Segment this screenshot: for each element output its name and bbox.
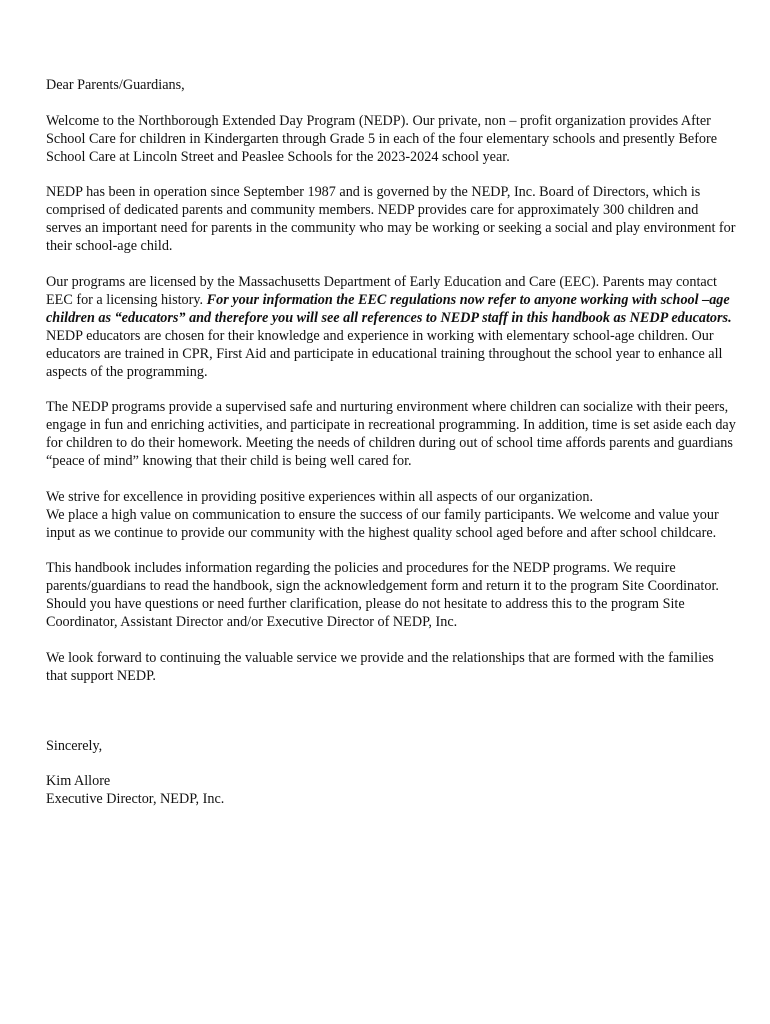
- paragraph-handbook: This handbook includes information regarding the policies and procedures for the NEDP programs. We require parents/guardians to read the handbook, sign the acknowledgement form and return it to the program Site Coordinator. Should you have questions or need further clarification, please do not hesitate to address this to the program Site Coordinator, Assistant Director and/or Executive Director of NEDP, Inc.: [46, 560, 719, 630]
- salutation: Dear Parents/Guardians,: [46, 77, 185, 93]
- paragraph-excellence: [46, 488, 736, 542]
- paragraph-environment: The NEDP programs provide a supervised safe and nurturing environment where children can socialize with their peers, engage in fun and enriching activities, and participate in recreational programming. In addition, time is set aside each day for children to do their homework. Meeting the needs of children during out of school time affords parents and guardians “peace of mind” knowing that their child is being well cared for.: [46, 399, 736, 469]
- excellence-line: We strive for excellence in providing positive experiences within all aspects of our organization.: [46, 488, 594, 505]
- paragraph-history: NEDP has been in operation since September 1987 and is governed by the NEDP, Inc. Board of Directors, which is comprised of dedicated parents and community members. NEDP provides care for approximately 300 children and serves an important need for parents in the community who may be working or seeking a social and play environment for their school-age child.: [46, 184, 736, 254]
- licensing-text-end: NEDP educators are chosen for their knowledge and experience in working with elementary school-age children. Our educators are trained in CPR, First Aid and participate in educational training throughout the school year to enhance all aspects of the programming.: [46, 327, 723, 380]
- paragraph-licensing: [46, 273, 736, 381]
- licensing-text-start: Our programs are licensed by the Massachusetts Department of Early Education and Care (EEC). Parents may contact EEC for a licensing history.: [46, 273, 717, 308]
- communication-line: We place a high value on communication to ensure the success of our family participants. We welcome and value your input as we continue to provide our community with the highest quality school aged before and after school childcare.: [46, 506, 719, 541]
- signer-name: Kim Allore: [46, 773, 111, 789]
- letter-page: [46, 76, 736, 808]
- paragraph-closing: We look forward to continuing the valuable service we provide and the relationships that are formed with the families that support NEDP.: [46, 649, 714, 684]
- educators-notice: For your information the EEC regulations now refer to anyone working with school –age children as “educators” and therefore you will see all references to NEDP staff in this handbook as NEDP educators.: [46, 291, 732, 326]
- signature-gap: [46, 685, 736, 737]
- signer-title: Executive Director, NEDP, Inc.: [46, 791, 225, 807]
- closing-word: Sincerely,: [46, 737, 103, 754]
- paragraph-welcome: Welcome to the Northborough Extended Day Program (NEDP). Our private, non – profit organization provides After School Care for children in Kindergarten through Grade 5 in each of the four elementary schools and presently Before School Care at Lincoln Street and Peaslee Schools for the 2023-2024 school year.: [46, 112, 718, 165]
- signature-block: [46, 772, 736, 808]
